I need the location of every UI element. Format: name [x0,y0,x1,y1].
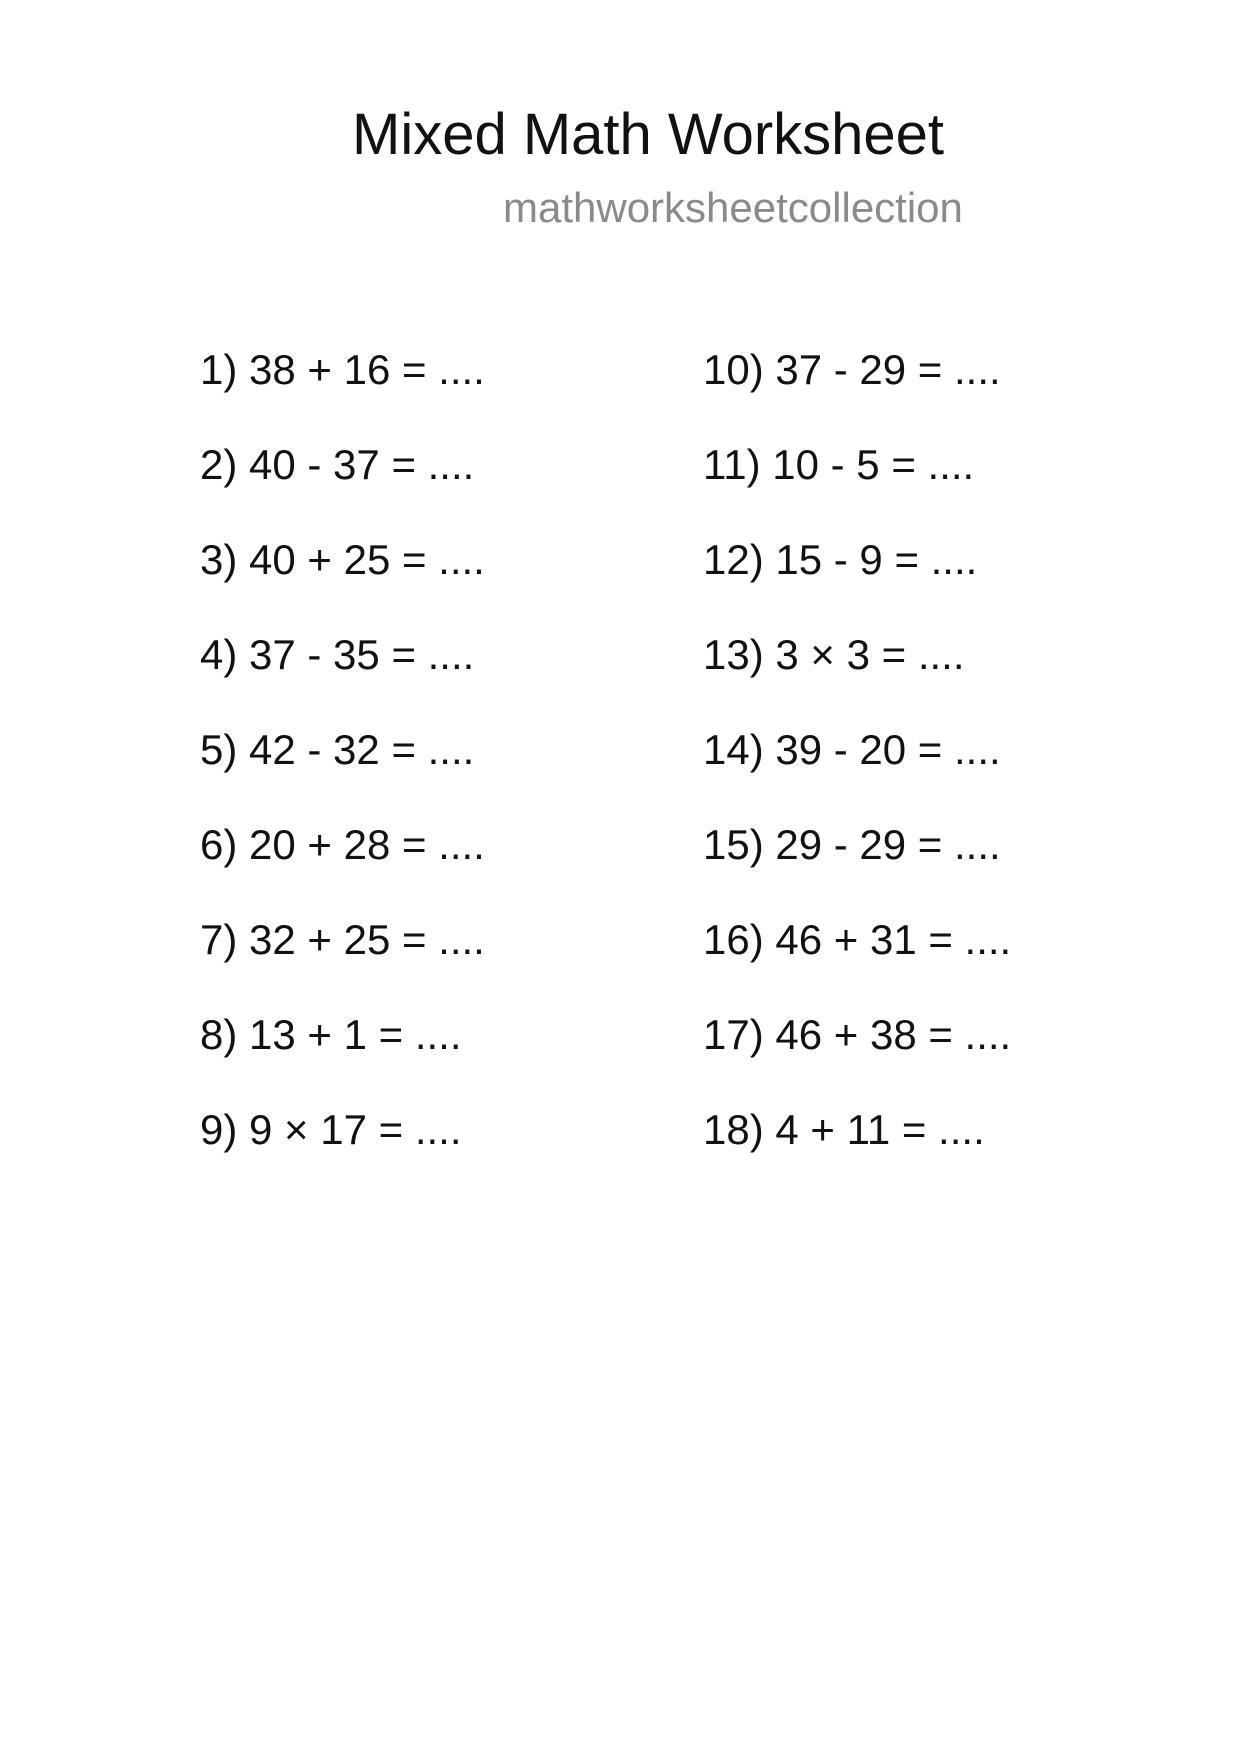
problem-column-left [200,345,485,1200]
problem-item: 12) 15 - 9 = .... [703,536,978,583]
problem-item: 15) 29 - 29 = .... [703,821,1001,868]
problem-item: 14) 39 - 20 = .... [703,726,1001,773]
problem-item: 9) 9 × 17 = .... [200,1106,462,1153]
problem-column-right [703,345,1011,1200]
problem-item: 16) 46 + 31 = .... [703,916,1012,963]
problem-item: 7) 32 + 25 = .... [200,916,485,963]
page-subtitle: mathworksheetcollection [503,184,963,231]
problem-item: 4) 37 - 35 = .... [200,631,475,678]
problem-item: 11) 10 - 5 = .... [703,441,975,488]
problem-item: 6) 20 + 28 = .... [200,821,485,868]
problem-item: 17) 46 + 38 = .... [703,1011,1012,1058]
problem-item: 1) 38 + 16 = .... [200,346,485,393]
problem-item: 5) 42 - 32 = .... [200,726,475,773]
problem-item: 2) 40 - 37 = .... [200,441,475,488]
problem-item: 10) 37 - 29 = .... [703,346,1001,393]
problem-item: 3) 40 + 25 = .... [200,536,485,583]
page-title: Mixed Math Worksheet [352,102,945,167]
problem-item: 18) 4 + 11 = .... [703,1106,985,1153]
problem-item: 8) 13 + 1 = .... [200,1011,462,1058]
problem-item: 13) 3 × 3 = .... [703,631,965,678]
